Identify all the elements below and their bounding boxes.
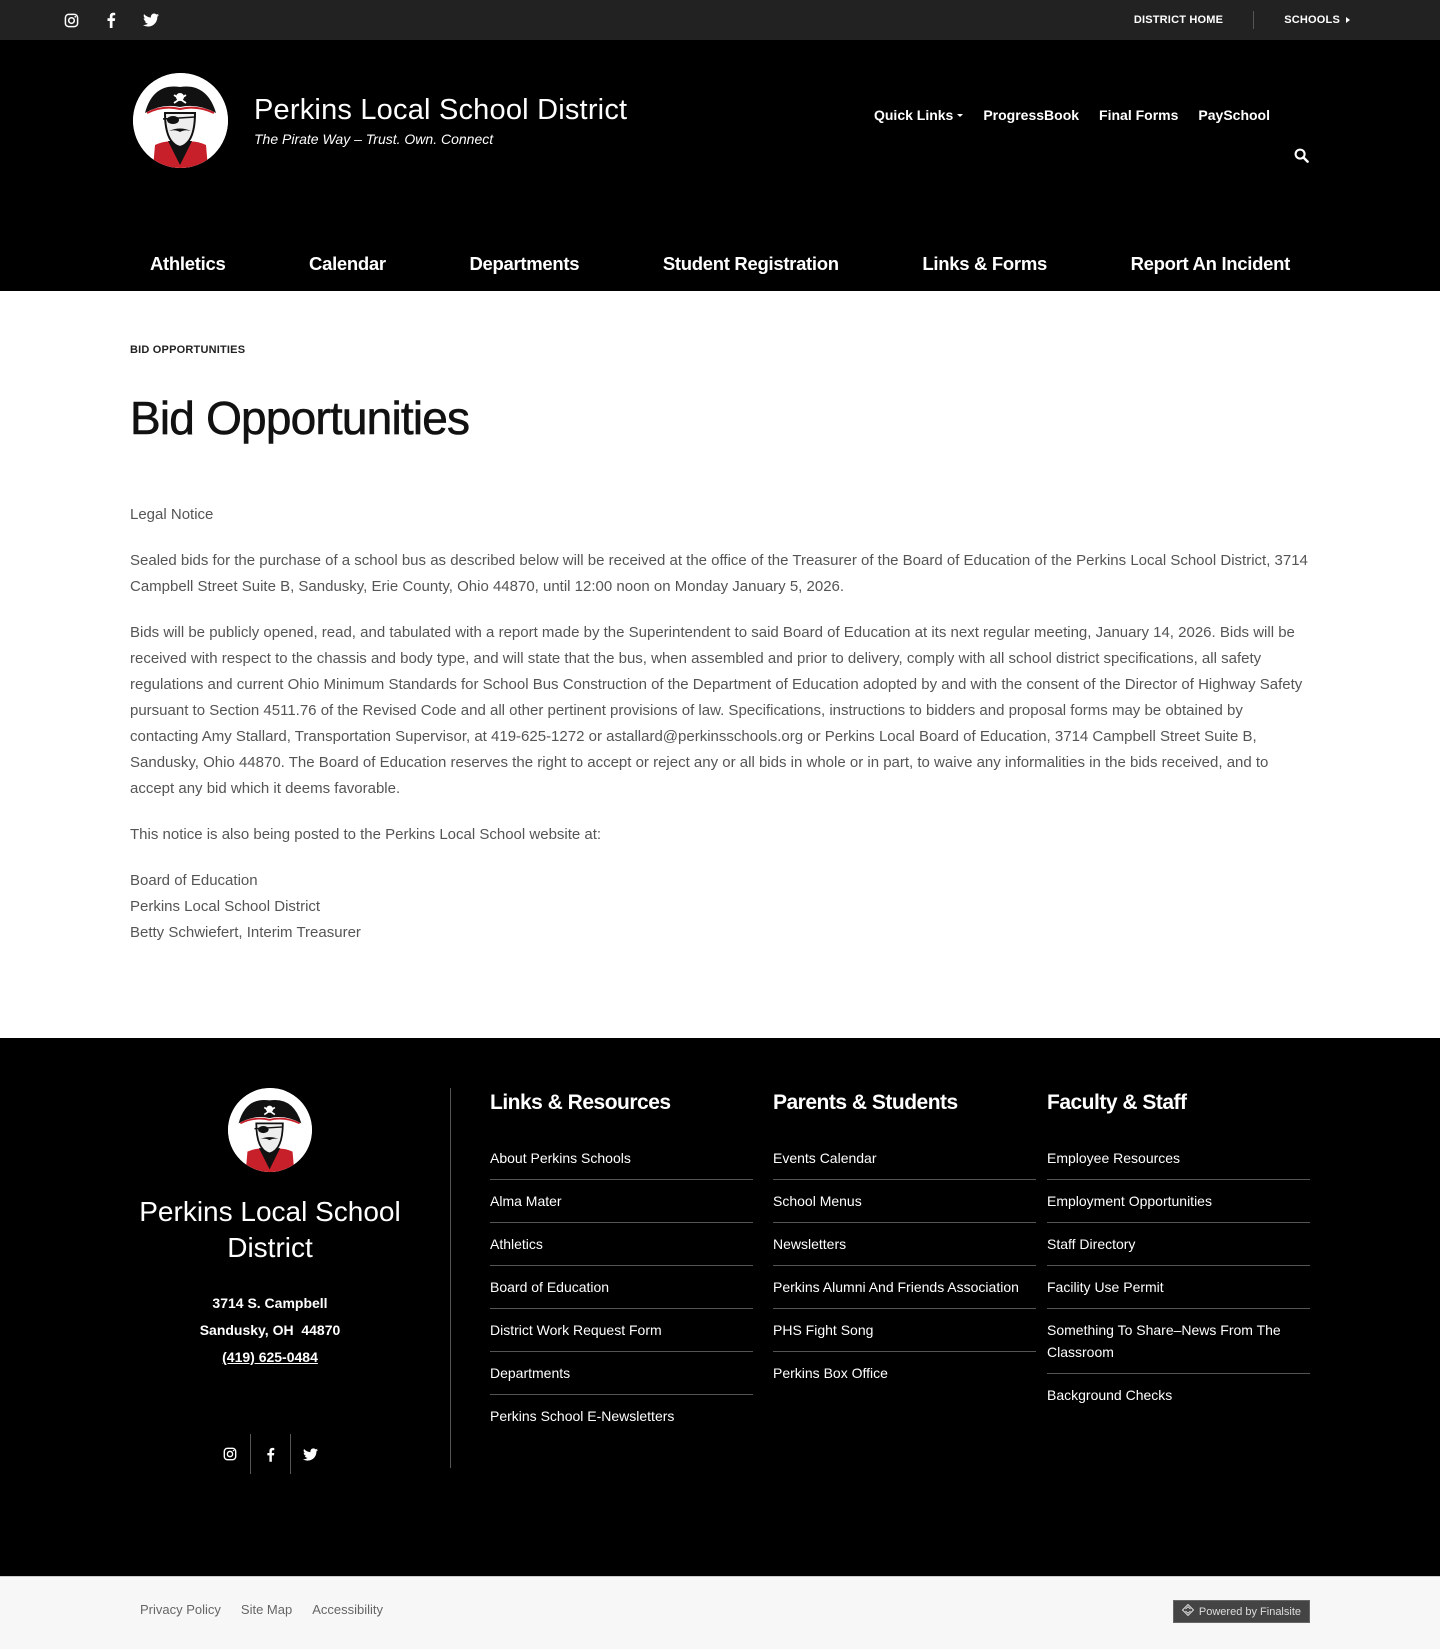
facebook-icon[interactable]	[250, 1434, 290, 1474]
powered-by-finalsite-badge[interactable]	[1173, 1600, 1310, 1623]
caret-right-icon	[1346, 17, 1350, 23]
footer-link[interactable]: District Work Request Form	[490, 1322, 662, 1338]
footer-contact	[130, 1088, 410, 1474]
footer-column-title: Links & Resources	[490, 1091, 671, 1114]
quick-links-dropdown[interactable]	[874, 107, 963, 123]
nav-student-registration[interactable]: Student Registration	[662, 253, 839, 274]
footer-link[interactable]: Departments	[490, 1365, 571, 1381]
utility-divider	[1253, 11, 1254, 29]
notice-heading: Legal Notice	[130, 506, 214, 523]
main-content	[0, 291, 1440, 1038]
phone-link[interactable]: (419) 625-0484	[222, 1349, 318, 1365]
signature-line-2: Perkins Local School District	[130, 898, 321, 915]
instagram-icon[interactable]	[62, 11, 80, 29]
footer-column-faculty-staff	[1047, 1091, 1310, 1416]
legal-notice-body	[130, 502, 1310, 1038]
bottom-bar	[0, 1576, 1440, 1649]
footer-link[interactable]: Background Checks	[1047, 1387, 1173, 1403]
footer-column-title: Parents & Students	[773, 1091, 958, 1114]
payschool-link[interactable]: PaySchool	[1198, 107, 1270, 123]
final-forms-link[interactable]: Final Forms	[1099, 107, 1179, 123]
notice-paragraph-3: This notice is also being posted to the Perkins Local School website at:	[130, 826, 602, 843]
site-title: Perkins Local School District	[254, 94, 628, 126]
footer-address	[130, 1290, 410, 1371]
page-title: Bid Opportunities	[130, 392, 470, 444]
utility-nav	[1134, 11, 1378, 29]
site-tagline: The Pirate Way – Trust. Own. Connect	[254, 131, 494, 147]
site-map-link[interactable]: Site Map	[240, 1602, 293, 1617]
nav-links-forms[interactable]: Links & Forms	[922, 253, 1047, 274]
instagram-icon[interactable]	[210, 1434, 250, 1474]
breadcrumb: BID OPPORTUNITIES	[130, 344, 246, 356]
footer-link[interactable]: Newsletters	[773, 1236, 847, 1252]
quick-nav	[874, 107, 1270, 123]
finalsite-logo-icon	[1182, 1604, 1194, 1619]
footer-link[interactable]: Alma Mater	[490, 1193, 562, 1209]
footer-district-name: Perkins Local School District	[139, 1196, 401, 1263]
footer-link[interactable]: Staff Directory	[1047, 1236, 1136, 1252]
main-nav	[130, 244, 1310, 284]
pirate-logo-icon	[133, 73, 228, 168]
search-icon[interactable]	[1294, 148, 1310, 164]
footer-divider	[450, 1088, 451, 1468]
site-header	[0, 40, 1440, 274]
brand-home-link[interactable]	[133, 73, 627, 168]
footer-link[interactable]: School Menus	[773, 1193, 862, 1209]
address-line-1: 3714 S. Campbell	[212, 1295, 328, 1311]
footer-link[interactable]: Employment Opportunities	[1047, 1193, 1212, 1209]
footer-link[interactable]: Board of Education	[490, 1279, 610, 1295]
footer-link[interactable]: Perkins Alumni And Friends Association	[773, 1279, 1019, 1295]
schools-label: SCHOOLS	[1284, 14, 1340, 26]
utility-bar	[0, 0, 1440, 40]
accessibility-link[interactable]: Accessibility	[312, 1602, 384, 1617]
footer-column-parents-students	[773, 1091, 1036, 1394]
twitter-icon[interactable]	[142, 11, 160, 29]
footer-link[interactable]: Athletics	[490, 1236, 543, 1252]
footer-column-title: Faculty & Staff	[1047, 1091, 1187, 1114]
footer-link[interactable]: Events Calendar	[773, 1150, 877, 1166]
notice-paragraph-2: Bids will be publicly opened, read, and tabulated with a report made by the Superintendent to said Board of Education at its next regular meeting, January 14, 2026. Bids will be received with respect to the chassis and body type, and will state that the bus, when assembled and prior to delivery, comply with all school district specifications, all safety regulations and current Ohio Minimum Standards for School Bus Construction of the Department of Education adopted by and with the consent of the Director of Highway Safety pursuant to Section 4511.76 of the Revised Code and all other pertinent provisions of law. Specifications, instructions to bidders and proposal forms may be obtained by contacting Amy Stallard, Transportation Supervisor, at 419-625-1272 or astallard@perkinsschools.org or Perkins Local Board of Education, 3714 Campbell Street Suite B, Sandusky, Ohio 44870. The Board of Education reserves the right to accept or reject any or all bids in whole or in part, to waive any informalities in the bids received, and to accept any bid which it deems favorable.	[130, 624, 1303, 797]
twitter-icon[interactable]	[290, 1434, 330, 1474]
brand-text	[254, 94, 627, 147]
pirate-logo-icon	[228, 1088, 312, 1172]
footer-link[interactable]: PHS Fight Song	[773, 1322, 874, 1338]
nav-athletics[interactable]: Athletics	[150, 253, 226, 274]
footer-link[interactable]: Perkins School E-Newsletters	[490, 1408, 675, 1424]
footer-link[interactable]: Employee Resources	[1047, 1150, 1181, 1166]
utility-social-links	[62, 11, 160, 29]
footer-link[interactable]: About Perkins Schools	[490, 1150, 631, 1166]
quick-links-label: Quick Links	[873, 107, 954, 123]
footer-link[interactable]: Facility Use Permit	[1047, 1279, 1164, 1295]
powered-by-label: Powered by Finalsite	[1198, 1605, 1301, 1618]
footer-link[interactable]: Something To Share–News From The Classroom	[1047, 1322, 1281, 1360]
privacy-policy-link[interactable]: Privacy Policy	[140, 1602, 221, 1617]
nav-calendar[interactable]: Calendar	[309, 253, 386, 274]
nav-report-incident[interactable]: Report An Incident	[1130, 253, 1290, 274]
progressbook-link[interactable]: ProgressBook	[983, 107, 1080, 123]
district-home-link[interactable]: DISTRICT HOME	[1133, 14, 1224, 26]
site-footer	[0, 1038, 1440, 1576]
footer-link[interactable]: Perkins Box Office	[773, 1365, 888, 1381]
facebook-icon[interactable]	[102, 11, 120, 29]
signature-line-1: Board of Education	[130, 872, 258, 889]
footer-column-links-resources	[490, 1091, 753, 1437]
schools-dropdown[interactable]	[1284, 14, 1350, 26]
notice-paragraph-1: Sealed bids for the purchase of a school bus as described below will be received at the office of the Treasurer of the Board of Education of the Perkins Local School District, 3714 Campbell Street Suite B, Sandusky, Erie County, Ohio 44870, until 12:00 noon on Monday January 5, 2026.	[130, 552, 1308, 595]
address-line-2: Sandusky, OH 44870	[199, 1322, 341, 1338]
nav-departments[interactable]: Departments	[469, 253, 580, 274]
legal-links	[140, 1602, 383, 1617]
caret-down-icon	[957, 114, 963, 117]
signature-line-3: Betty Schwiefert, Interim Treasurer	[130, 924, 361, 941]
footer-social-links	[130, 1434, 410, 1474]
